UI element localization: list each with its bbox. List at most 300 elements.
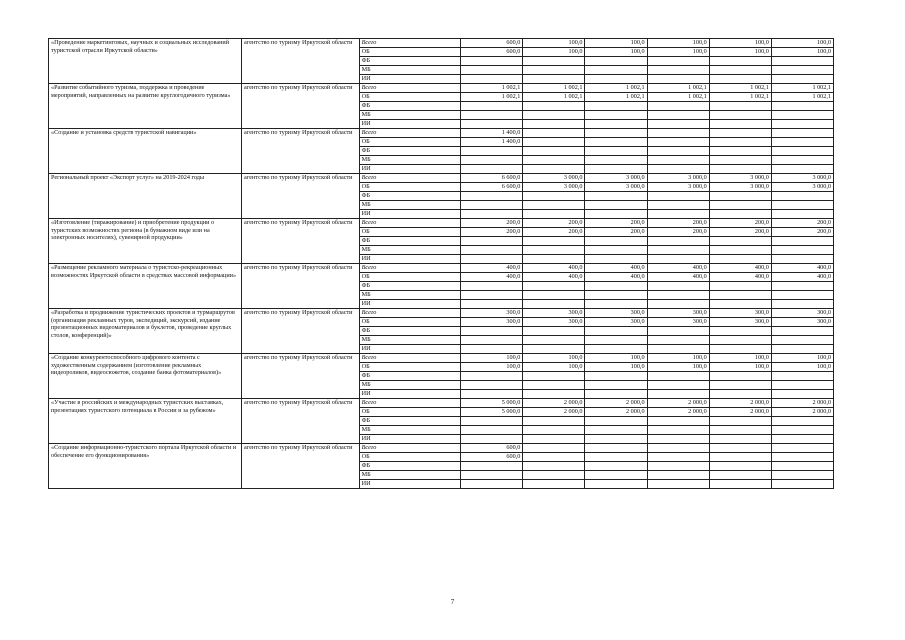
- funding-value: 100,0: [585, 354, 647, 363]
- funding-value: [523, 426, 585, 435]
- funding-value: [585, 471, 647, 480]
- funding-value: [709, 237, 771, 246]
- funding-value: [647, 471, 709, 480]
- funding-value: [585, 255, 647, 264]
- funding-value: [709, 300, 771, 309]
- funding-value: [523, 129, 585, 138]
- funding-source-label: МБ: [359, 381, 461, 390]
- funding-value: 100,0: [709, 354, 771, 363]
- funding-value: 200,0: [523, 228, 585, 237]
- funding-value: 3 000,0: [647, 174, 709, 183]
- funding-source-label: ОБ: [359, 363, 461, 372]
- funding-value: 200,0: [461, 228, 523, 237]
- funding-value: [771, 246, 833, 255]
- funding-value: [523, 345, 585, 354]
- funding-value: 100,0: [585, 363, 647, 372]
- funding-value: [709, 102, 771, 111]
- funding-value: [461, 210, 523, 219]
- measure-executor: агентство по туризму Иркутской области: [242, 219, 360, 264]
- funding-source-label: ФБ: [359, 462, 461, 471]
- funding-value: [771, 111, 833, 120]
- funding-value: [585, 426, 647, 435]
- funding-value: [771, 435, 833, 444]
- funding-value: [585, 480, 647, 489]
- funding-value: 200,0: [709, 219, 771, 228]
- budget-table: [48, 38, 834, 489]
- funding-value: 200,0: [523, 219, 585, 228]
- funding-value: [647, 372, 709, 381]
- funding-value: [461, 147, 523, 156]
- funding-value: [771, 426, 833, 435]
- funding-value: [585, 282, 647, 291]
- funding-value: [709, 336, 771, 345]
- funding-source-label: МБ: [359, 246, 461, 255]
- funding-value: [771, 66, 833, 75]
- funding-value: [461, 372, 523, 381]
- funding-value: [709, 453, 771, 462]
- funding-value: [709, 75, 771, 84]
- funding-value: 300,0: [585, 309, 647, 318]
- funding-value: 1 002,1: [647, 93, 709, 102]
- funding-value: [709, 129, 771, 138]
- funding-source-label: ИИ: [359, 300, 461, 309]
- measure-executor: агентство по туризму Иркутской области: [242, 399, 360, 444]
- funding-source-label: ИИ: [359, 75, 461, 84]
- funding-value: [647, 444, 709, 453]
- funding-value: [461, 165, 523, 174]
- funding-value: 200,0: [647, 228, 709, 237]
- funding-value: [771, 444, 833, 453]
- funding-source-label: МБ: [359, 336, 461, 345]
- funding-source-label: Всего: [359, 129, 461, 138]
- funding-value: [585, 417, 647, 426]
- funding-value: 600,0: [461, 453, 523, 462]
- funding-value: [461, 435, 523, 444]
- funding-value: [647, 462, 709, 471]
- funding-value: [523, 300, 585, 309]
- funding-value: 3 000,0: [771, 183, 833, 192]
- funding-value: 1 002,1: [585, 84, 647, 93]
- funding-value: 2 000,0: [585, 399, 647, 408]
- funding-value: [709, 111, 771, 120]
- funding-value: 2 000,0: [709, 399, 771, 408]
- funding-value: [585, 327, 647, 336]
- funding-source-label: Всего: [359, 39, 461, 48]
- funding-value: [771, 462, 833, 471]
- funding-value: 1 002,1: [585, 93, 647, 102]
- funding-value: [709, 201, 771, 210]
- funding-value: [585, 345, 647, 354]
- funding-value: [647, 336, 709, 345]
- funding-value: 400,0: [523, 273, 585, 282]
- funding-value: 600,0: [461, 39, 523, 48]
- funding-value: [523, 255, 585, 264]
- funding-value: [771, 156, 833, 165]
- funding-value: [771, 390, 833, 399]
- funding-value: [771, 120, 833, 129]
- funding-value: 1 002,1: [771, 84, 833, 93]
- funding-value: [709, 471, 771, 480]
- funding-value: [647, 291, 709, 300]
- funding-value: [585, 102, 647, 111]
- funding-value: [771, 57, 833, 66]
- funding-source-label: ФБ: [359, 372, 461, 381]
- funding-value: 3 000,0: [709, 183, 771, 192]
- funding-value: [647, 210, 709, 219]
- funding-value: 100,0: [647, 48, 709, 57]
- funding-value: [709, 381, 771, 390]
- funding-value: [523, 336, 585, 345]
- funding-value: [461, 156, 523, 165]
- funding-source-label: ИИ: [359, 480, 461, 489]
- funding-value: 2 000,0: [523, 399, 585, 408]
- funding-value: 400,0: [461, 273, 523, 282]
- funding-value: [523, 57, 585, 66]
- funding-value: [709, 165, 771, 174]
- funding-value: [585, 462, 647, 471]
- funding-source-label: МБ: [359, 66, 461, 75]
- funding-value: 2 000,0: [647, 408, 709, 417]
- funding-value: 300,0: [523, 309, 585, 318]
- funding-value: [647, 255, 709, 264]
- funding-value: [771, 372, 833, 381]
- funding-value: 300,0: [709, 318, 771, 327]
- funding-value: 100,0: [771, 39, 833, 48]
- funding-value: [461, 102, 523, 111]
- funding-value: [523, 246, 585, 255]
- funding-value: [771, 282, 833, 291]
- funding-source-label: ОБ: [359, 48, 461, 57]
- funding-value: 100,0: [709, 363, 771, 372]
- funding-value: [523, 147, 585, 156]
- funding-value: [709, 57, 771, 66]
- funding-value: [585, 453, 647, 462]
- funding-source-label: МБ: [359, 201, 461, 210]
- funding-source-label: Всего: [359, 84, 461, 93]
- funding-value: 200,0: [647, 219, 709, 228]
- funding-value: 100,0: [461, 354, 523, 363]
- funding-value: 300,0: [461, 309, 523, 318]
- funding-value: [647, 75, 709, 84]
- funding-value: [523, 435, 585, 444]
- page-number: 7: [450, 598, 455, 606]
- measure-name: «Создание информационно-туристского портала Иркутской области и обеспечение его функционирования»: [49, 444, 242, 489]
- funding-source-label: ФБ: [359, 102, 461, 111]
- funding-value: 300,0: [523, 318, 585, 327]
- funding-value: 6 600,0: [461, 174, 523, 183]
- funding-value: 3 000,0: [523, 174, 585, 183]
- funding-value: 1 002,1: [461, 93, 523, 102]
- funding-value: 5 000,0: [461, 399, 523, 408]
- funding-value: [647, 201, 709, 210]
- funding-value: [647, 192, 709, 201]
- funding-value: 100,0: [523, 354, 585, 363]
- funding-source-label: ФБ: [359, 57, 461, 66]
- funding-value: [461, 300, 523, 309]
- funding-value: [461, 426, 523, 435]
- funding-value: [771, 147, 833, 156]
- funding-value: [523, 453, 585, 462]
- table-row: [49, 444, 834, 453]
- funding-value: [523, 291, 585, 300]
- funding-value: [523, 471, 585, 480]
- funding-value: [771, 453, 833, 462]
- funding-value: 3 000,0: [709, 174, 771, 183]
- funding-value: [585, 300, 647, 309]
- funding-value: [709, 138, 771, 147]
- funding-value: 400,0: [647, 273, 709, 282]
- funding-value: [523, 210, 585, 219]
- funding-value: [461, 327, 523, 336]
- funding-value: [461, 75, 523, 84]
- funding-source-label: ФБ: [359, 147, 461, 156]
- funding-value: [461, 282, 523, 291]
- funding-value: [647, 138, 709, 147]
- funding-value: 2 000,0: [523, 408, 585, 417]
- funding-value: [771, 336, 833, 345]
- funding-value: 2 000,0: [709, 408, 771, 417]
- funding-source-label: ИИ: [359, 390, 461, 399]
- funding-value: [585, 372, 647, 381]
- funding-value: 1 002,1: [647, 84, 709, 93]
- table-row: [49, 39, 834, 48]
- funding-value: [709, 210, 771, 219]
- funding-value: 300,0: [709, 309, 771, 318]
- funding-source-label: ОБ: [359, 138, 461, 147]
- table-row: [49, 219, 834, 228]
- funding-value: 300,0: [461, 318, 523, 327]
- funding-source-label: ИИ: [359, 210, 461, 219]
- funding-source-label: ФБ: [359, 282, 461, 291]
- funding-value: [647, 435, 709, 444]
- funding-value: [771, 210, 833, 219]
- funding-value: [647, 327, 709, 336]
- funding-value: [771, 138, 833, 147]
- funding-value: [647, 300, 709, 309]
- funding-value: 200,0: [709, 228, 771, 237]
- funding-value: [771, 165, 833, 174]
- funding-value: 200,0: [461, 219, 523, 228]
- funding-value: 100,0: [461, 363, 523, 372]
- funding-value: [771, 327, 833, 336]
- funding-value: 5 000,0: [461, 408, 523, 417]
- table-row: [49, 264, 834, 273]
- funding-value: [585, 435, 647, 444]
- funding-source-label: ФБ: [359, 192, 461, 201]
- funding-value: [771, 471, 833, 480]
- funding-value: 400,0: [709, 273, 771, 282]
- funding-value: [709, 291, 771, 300]
- table-row: [49, 399, 834, 408]
- funding-value: [523, 75, 585, 84]
- funding-source-label: МБ: [359, 426, 461, 435]
- funding-value: 300,0: [647, 318, 709, 327]
- funding-value: 400,0: [585, 264, 647, 273]
- funding-value: [647, 381, 709, 390]
- funding-value: [461, 192, 523, 201]
- funding-value: [709, 282, 771, 291]
- funding-value: [585, 147, 647, 156]
- funding-value: [647, 111, 709, 120]
- funding-value: [709, 480, 771, 489]
- funding-value: [523, 111, 585, 120]
- measure-name: «Размещение рекламного материала о туристско-рекреационных возможностях Иркутской области в средствах массовой информации»: [49, 264, 242, 309]
- funding-value: 600,0: [461, 48, 523, 57]
- measure-executor: агентство по туризму Иркутской области: [242, 129, 360, 174]
- funding-value: [461, 336, 523, 345]
- funding-value: [709, 147, 771, 156]
- measure-name: «Создание и установка средств туристской навигации»: [49, 129, 242, 174]
- funding-value: [647, 237, 709, 246]
- funding-value: 100,0: [647, 39, 709, 48]
- funding-value: [523, 165, 585, 174]
- funding-value: [647, 390, 709, 399]
- funding-value: [709, 156, 771, 165]
- funding-value: [709, 435, 771, 444]
- funding-value: [771, 192, 833, 201]
- funding-value: 2 000,0: [647, 399, 709, 408]
- funding-source-label: Всего: [359, 399, 461, 408]
- funding-value: [647, 282, 709, 291]
- funding-value: [523, 66, 585, 75]
- funding-source-label: ФБ: [359, 417, 461, 426]
- funding-value: [647, 120, 709, 129]
- funding-source-label: ОБ: [359, 273, 461, 282]
- funding-value: 2 000,0: [771, 399, 833, 408]
- funding-value: [523, 480, 585, 489]
- funding-source-label: МБ: [359, 291, 461, 300]
- funding-value: [709, 120, 771, 129]
- funding-value: [461, 480, 523, 489]
- funding-source-label: ОБ: [359, 228, 461, 237]
- funding-value: [461, 201, 523, 210]
- funding-source-label: ФБ: [359, 327, 461, 336]
- funding-value: [523, 192, 585, 201]
- funding-value: 100,0: [523, 39, 585, 48]
- funding-source-label: МБ: [359, 111, 461, 120]
- funding-source-label: ОБ: [359, 93, 461, 102]
- funding-value: [709, 246, 771, 255]
- funding-value: [523, 417, 585, 426]
- funding-value: 3 000,0: [771, 174, 833, 183]
- funding-value: [709, 426, 771, 435]
- funding-value: [771, 75, 833, 84]
- funding-value: 1 400,0: [461, 129, 523, 138]
- funding-value: [647, 453, 709, 462]
- funding-value: [771, 237, 833, 246]
- funding-value: 400,0: [771, 264, 833, 273]
- funding-value: 200,0: [585, 228, 647, 237]
- funding-value: 6 600,0: [461, 183, 523, 192]
- funding-value: 3 000,0: [523, 183, 585, 192]
- measure-executor: агентство по туризму Иркутской области: [242, 84, 360, 129]
- funding-value: 1 002,1: [523, 93, 585, 102]
- funding-value: [585, 111, 647, 120]
- measure-executor: агентство по туризму Иркутской области: [242, 264, 360, 309]
- funding-source-label: Всего: [359, 444, 461, 453]
- funding-source-label: Всего: [359, 354, 461, 363]
- funding-source-label: Всего: [359, 174, 461, 183]
- funding-value: 100,0: [709, 39, 771, 48]
- funding-value: [585, 75, 647, 84]
- funding-value: 1 400,0: [461, 138, 523, 147]
- funding-value: [709, 462, 771, 471]
- budget-table-page: [48, 38, 834, 489]
- funding-source-label: ОБ: [359, 318, 461, 327]
- funding-value: [647, 156, 709, 165]
- funding-value: [709, 192, 771, 201]
- funding-value: [771, 345, 833, 354]
- funding-value: [585, 336, 647, 345]
- funding-value: [523, 372, 585, 381]
- funding-value: 300,0: [771, 318, 833, 327]
- funding-value: 3 000,0: [585, 183, 647, 192]
- funding-value: 400,0: [647, 264, 709, 273]
- funding-source-label: ОБ: [359, 183, 461, 192]
- funding-value: [523, 156, 585, 165]
- funding-value: [647, 147, 709, 156]
- funding-value: [771, 255, 833, 264]
- table-row: [49, 354, 834, 363]
- funding-value: [461, 246, 523, 255]
- funding-value: 2 000,0: [771, 408, 833, 417]
- measure-executor: агентство по туризму Иркутской области: [242, 309, 360, 354]
- funding-value: [523, 462, 585, 471]
- funding-value: 100,0: [523, 48, 585, 57]
- funding-value: [647, 165, 709, 174]
- funding-value: 1 002,1: [709, 84, 771, 93]
- funding-value: [461, 345, 523, 354]
- funding-value: [523, 138, 585, 147]
- funding-value: [585, 57, 647, 66]
- funding-value: [523, 282, 585, 291]
- funding-value: 3 000,0: [585, 174, 647, 183]
- funding-value: 1 002,1: [771, 93, 833, 102]
- measure-name: Региональный проект «Экспорт услуг» на 2019-2024 годы: [49, 174, 242, 219]
- funding-value: 1 002,1: [709, 93, 771, 102]
- funding-value: [461, 237, 523, 246]
- funding-value: [647, 345, 709, 354]
- funding-source-label: ИИ: [359, 345, 461, 354]
- funding-value: [647, 102, 709, 111]
- funding-value: [461, 120, 523, 129]
- funding-value: [647, 129, 709, 138]
- funding-source-label: Всего: [359, 219, 461, 228]
- funding-value: [523, 390, 585, 399]
- funding-value: [771, 102, 833, 111]
- funding-value: [523, 120, 585, 129]
- funding-value: [461, 255, 523, 264]
- funding-value: [461, 417, 523, 426]
- funding-value: [585, 129, 647, 138]
- funding-value: [461, 390, 523, 399]
- funding-value: [523, 237, 585, 246]
- table-row: [49, 174, 834, 183]
- funding-value: [709, 66, 771, 75]
- funding-source-label: ИИ: [359, 255, 461, 264]
- funding-value: 400,0: [585, 273, 647, 282]
- funding-source-label: Всего: [359, 309, 461, 318]
- funding-value: 100,0: [771, 363, 833, 372]
- funding-value: [461, 471, 523, 480]
- funding-value: [585, 201, 647, 210]
- funding-value: [771, 417, 833, 426]
- funding-value: [461, 462, 523, 471]
- funding-value: [709, 390, 771, 399]
- funding-value: [461, 57, 523, 66]
- funding-source-label: ИИ: [359, 120, 461, 129]
- table-row: [49, 84, 834, 93]
